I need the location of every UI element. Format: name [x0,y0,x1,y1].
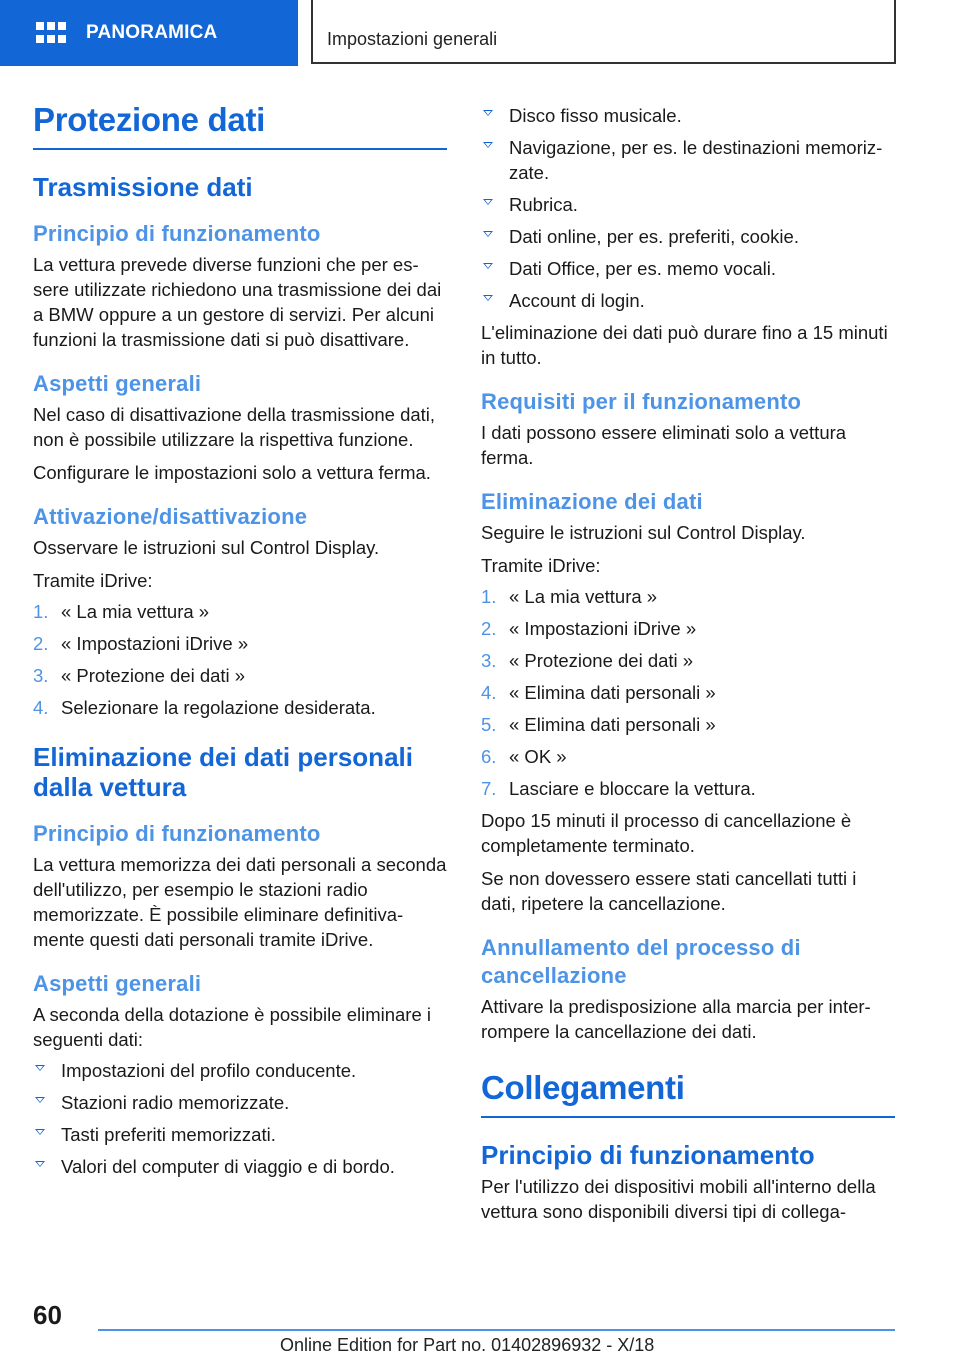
section-heading-principle: Principio di funzionamento [481,1140,815,1170]
section-tab[interactable] [311,0,896,64]
subheading-activation: Attivazione/disattivazione [33,504,308,529]
step-number: 4. [481,682,497,703]
grid-icon [36,22,66,44]
triangle-bullet-icon [35,1097,45,1103]
step-text: « Elimina dati personali » [509,714,716,735]
step-number: 3. [481,650,497,671]
step-number: 5. [481,714,497,735]
paragraph: Dopo 15 minuti il processo di cancellazione è completamente terminato. [481,810,852,856]
step-number: 1. [481,586,497,607]
list-item-text: Navigazione, per es. le destinazioni memorizzate. [509,137,883,183]
paragraph: Osservare le istruzioni sul Control Display. [33,537,380,558]
section-tab-label: Impostazioni generali [327,29,498,49]
step-text: « Protezione dei dati » [61,665,246,686]
triangle-bullet-icon [483,142,493,148]
steps-list [33,599,447,720]
chapter-title: Protezione dati [33,98,447,150]
footer-divider [98,1329,895,1331]
paragraph: Configurare le impostazioni solo a vettura ferma. [33,462,431,483]
list-item [481,776,895,801]
triangle-bullet-icon [35,1129,45,1135]
paragraph: Attivare la predisposizione alla marcia per interrompere la cancellazione dei dati. [481,996,871,1042]
subheading-cancel-deletion: Annullamento del processo di cancellazione [481,935,801,988]
step-number: 6. [481,746,497,767]
list-item [481,744,895,769]
step-text: « OK » [509,746,567,767]
triangle-bullet-icon [35,1161,45,1167]
chapter-title-connections: Collegamenti [481,1066,895,1118]
step-number: 4. [33,697,49,718]
overview-tab-label: PANORAMICA [86,22,218,43]
list-item-text: Impostazioni del profilo conducente. [61,1060,357,1081]
subheading-general: Aspetti generali [33,371,202,396]
paragraph: I dati possono essere eliminati solo a vettura ferma. [481,422,847,468]
page-number: 60 [33,1300,62,1330]
paragraph: Seguire le istruzioni sul Control Display. [481,522,806,543]
step-number: 2. [33,633,49,654]
bullet-list [481,103,895,313]
triangle-bullet-icon [35,1065,45,1071]
step-number: 2. [481,618,497,639]
page-header [0,0,960,66]
list-item [481,135,895,185]
paragraph: Tramite iDrive: [481,555,601,576]
step-text: « Elimina dati personali » [509,682,716,703]
subheading-general: Aspetti generali [33,971,202,996]
list-item [33,663,447,688]
triangle-bullet-icon [483,295,493,301]
list-item [33,599,447,624]
list-item [33,1090,447,1115]
subheading-delete-data: Eliminazione dei dati [481,489,703,514]
triangle-bullet-icon [483,199,493,205]
list-item [33,1122,447,1147]
paragraph: La vettura prevede diverse funzioni che per essere utilizzate richiedono una trasmissione dei dai a BMW oppure a un gestore di servizi. Per alcuni funzioni la trasmissione dati si può disattivare. [33,254,442,350]
overview-tab[interactable] [0,0,298,66]
step-text: Lasciare e bloccare la vettura. [509,778,756,799]
list-item [481,192,895,217]
triangle-bullet-icon [483,263,493,269]
right-column [481,99,895,1224]
paragraph: L'eliminazione dei dati può durare fino a 15 minuti in tutto. [481,322,888,368]
list-item-text: Stazioni radio memorizzate. [61,1092,290,1113]
list-item [481,288,895,313]
triangle-bullet-icon [483,110,493,116]
list-item [33,631,447,656]
paragraph: A seconda della dotazione è possibile eliminare i seguenti dati: [33,1004,432,1050]
list-item [481,680,895,705]
step-text: Selezionare la regolazione desiderata. [61,697,376,718]
step-number: 7. [481,778,497,799]
step-text: « La mia vettura » [61,601,210,622]
list-item [33,1154,447,1179]
list-item [481,648,895,673]
list-item-text: Rubrica. [509,194,578,215]
step-text: « Impostazioni iDrive » [509,618,697,639]
paragraph: Per l'utilizzo dei dispositivi mobili all'interno della vettura sono disponibili diversi tipi di collega- [481,1176,876,1222]
subheading-principle: Principio di funzionamento [33,821,321,846]
paragraph: Se non dovessero essere stati cancellati tutti i dati, ripetere la cancellazione. [481,868,857,914]
subheading-requirements: Requisiti per il funzionamento [481,389,802,414]
step-text: « Impostazioni iDrive » [61,633,249,654]
list-item [33,695,447,720]
list-item-text: Dati online, per es. preferiti, cookie. [509,226,799,247]
step-text: « La mia vettura » [509,586,658,607]
paragraph: Nel caso di disattivazione della trasmissione dati, non è possibile utilizzare la rispettiva funzione. [33,404,436,450]
list-item [481,584,895,609]
paragraph: La vettura memorizza dei dati personali a seconda dell'utilizzo, per esempio le stazioni radio memorizzate. È possibile eliminare definitivamente questi dati personali tramite iDrive. [33,854,447,950]
step-text: « Protezione dei dati » [509,650,694,671]
section-heading-data-transmission: Trasmissione dati [33,172,253,202]
list-item [481,616,895,641]
paragraph: Tramite iDrive: [33,570,153,591]
triangle-bullet-icon [483,231,493,237]
list-item [481,224,895,249]
step-number: 3. [33,665,49,686]
left-column [33,96,447,1186]
list-item-text: Disco fisso musicale. [509,105,682,126]
subheading-principle: Principio di funzionamento [33,221,321,246]
list-item [33,1058,447,1083]
bullet-list [33,1058,447,1179]
list-item-text: Dati Office, per es. memo vocali. [509,258,776,279]
steps-list [481,584,895,801]
list-item [481,103,895,128]
list-item-text: Tasti preferiti memorizzati. [61,1124,276,1145]
list-item-text: Account di login. [509,290,645,311]
step-number: 1. [33,601,49,622]
footer-edition-text: Online Edition for Part no. 01402896932 - X/18 [280,1335,655,1355]
list-item-text: Valori del computer di viaggio e di bordo. [61,1156,395,1177]
list-item [481,256,895,281]
list-item [481,712,895,737]
section-heading-personal-data-deletion: Eliminazione dei dati personali dalla vettura [33,742,413,802]
